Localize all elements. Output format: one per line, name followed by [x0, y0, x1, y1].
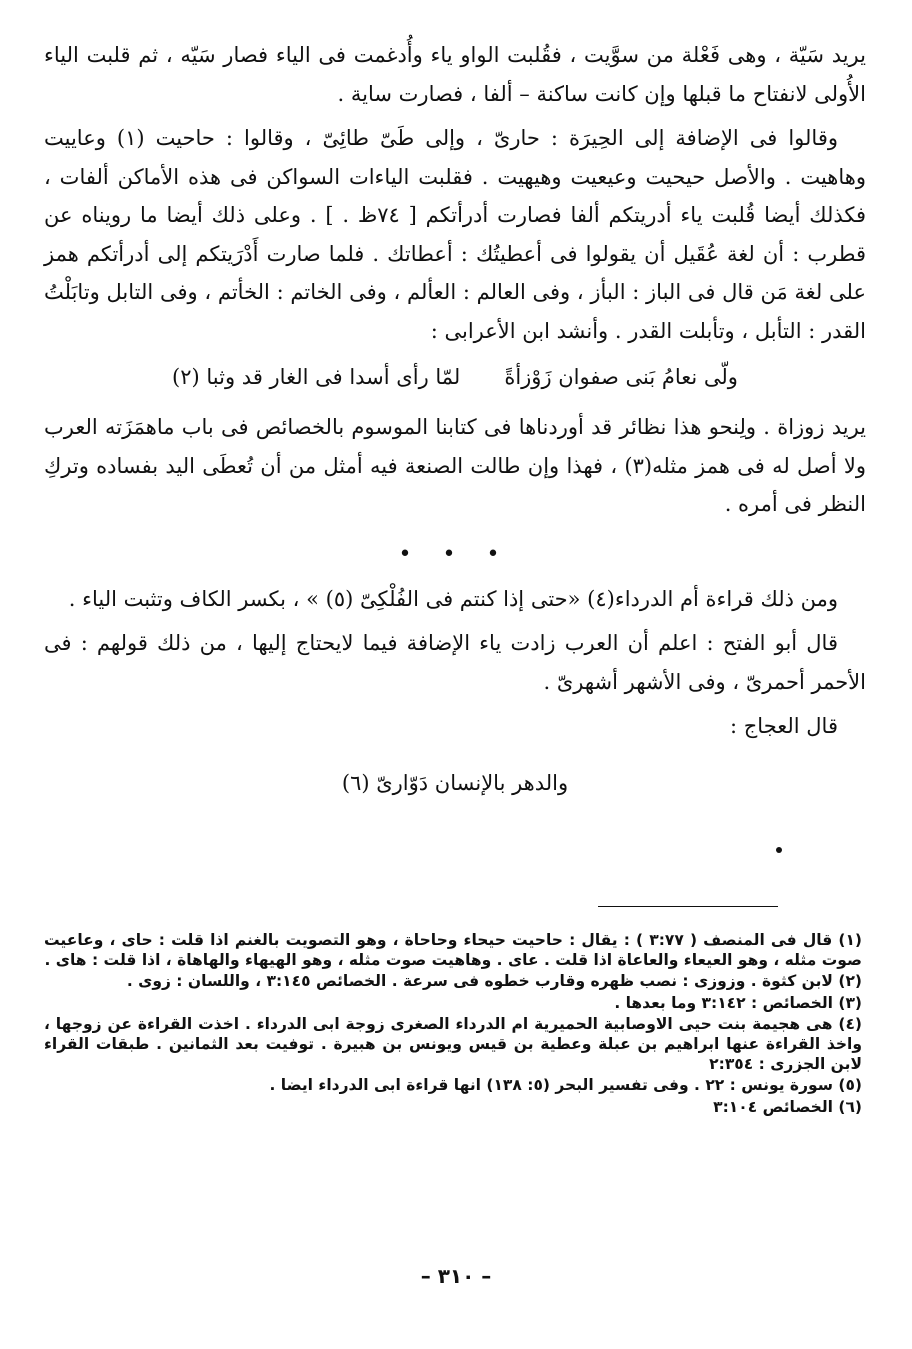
- verse-1: [44, 358, 866, 396]
- footnotes: [44, 930, 862, 1118]
- paragraph-3: يريد زوزاة . ولِنحو هذا نظائر قد أوردناها فى كتابنا الموسوم بالخصائص فى باب ماهمَزَته العرب ولا أصل له فى همز مثله(٣) ، فهذا وإن طالت الصنعة فيه أمثل من أن تُعطَى اليد بفساده وتركِ النظر فى أمره .: [44, 415, 866, 516]
- verse-2-text: والدهر بالإنسان دَوّارىّ (٦): [341, 770, 569, 795]
- verse-2: [44, 764, 866, 802]
- footnote-6: (٦) الخصائص ٣:١٠٤: [713, 1097, 862, 1116]
- paragraph-5: قال أبو الفتح : اعلم أن العرب زادت ياء الإضافة فيما لايحتاج إليها ، من ذلك قولهم : فى الأحمر أحمرىّ ، وفى الأشهر أشهرىّ .: [44, 631, 866, 694]
- verse-1-second-hemistich: لمّا رأى أسدا فى الغار قد وثبا (٢): [172, 365, 461, 389]
- margin-dot-mark: [776, 847, 782, 853]
- footnote-separator-rule: [598, 906, 778, 907]
- paragraph-1: يريد سَيّة ، وهى فَعْلة من سوَّيت ، فقُلبت الواو ياء وأُدغمت فى الياء فصار سَيّه ، ثم قلبت الياء الأُولى لانفتاح ما قبلها وإن كانت ساكنة – ألفا ، فصارت ساية .: [44, 43, 866, 106]
- paragraph-4: ومن ذلك قراءة أم الدرداء(٤) «حتى إذا كنتم فى الفُلْكِىّ (٥) » ، بكسر الكاف وتثبت الياء .: [68, 586, 838, 611]
- paragraph-6: قال العجاج :: [730, 714, 838, 738]
- page-number: – ٣١٠ –: [420, 1264, 492, 1288]
- footnote-3: (٣) الخصائص : ٣:١٤٢ وما بعدها .: [614, 993, 862, 1012]
- section-separator: • • •: [398, 541, 512, 567]
- footnote-1: (١) قال فى المنصف ( ٣:٧٧ ) : يقال : حاحيت حيحاء وحاحاة ، وهو التصويت بالغنم اذا قلت : حاى ، وعاعيت صوت مثله ، وهو العيعاء والعاعاة اذا قلت . عاى . وهاهيت صوت مثله ، وهو الهيهاء والهاهاة ، اذا قلت : هاى .: [44, 931, 863, 970]
- footnote-5: (٥) سورة يونس : ٢٢ . وفى تفسير البحر (٥: ١٣٨) انها قراءة ابى الدرداء ايضا .: [269, 1076, 862, 1095]
- footnote-2: (٢) لابن كثوة . وزوزى : نصب ظهره وقارب خطوه فى سرعة . الخصائص ٣:١٤٥ ، واللسان : زوى .: [126, 972, 862, 991]
- paragraph-2: وقالوا فى الإضافة إلى الحِيرَة : حارىّ ، وإلى طَىّ طائِىّ ، وقالوا : حاحيت (١) وعاييت وهاهيت . والأصل حيحيت وعيعيت وهيهيت . فقلبت الياءات السواكن فى هذه الأماكن ألفات ، فكذلك أيضا قُلبت ياء أدريتكم ألفا فصارت أدرأتكم [ ٧٤ظ . ] . وعلى ذلك أيضا ما رويناه عن قطرب : أن لغة عُقَيل أن يقولوا فى أعطيتُك : أعطاتك . فلما صارت أَدْرَيتكم إلى أدرأتكم همز على لغة مَن قال فى الباز : البأز ، وفى العالم : العألم ، وفى الخاتم : الخأتم ، وفى التابل وتابَلْتُ القدر : التأبل ، وتأبلت القدر . وأنشد ابن الأعرابى :: [44, 126, 867, 343]
- footnote-4: (٤) هى هجيمة بنت حيى الاوصابية الحميرية ام الدرداء الصغرى زوجة ابى الدرداء . اخذت القراءة عن زوجها ، واخذ القراءة عنها ابراهيم بن عبلة وعطية بن قيس ويونس بن هبيرة . توفيت بعد الثمانين . طبقات القراء لابن الجزرى : ٢:٣٥٤: [44, 1014, 862, 1074]
- verse-1-first-hemistich: ولّى نعامُ بَنى صفوان زَوْزأةً: [504, 365, 738, 389]
